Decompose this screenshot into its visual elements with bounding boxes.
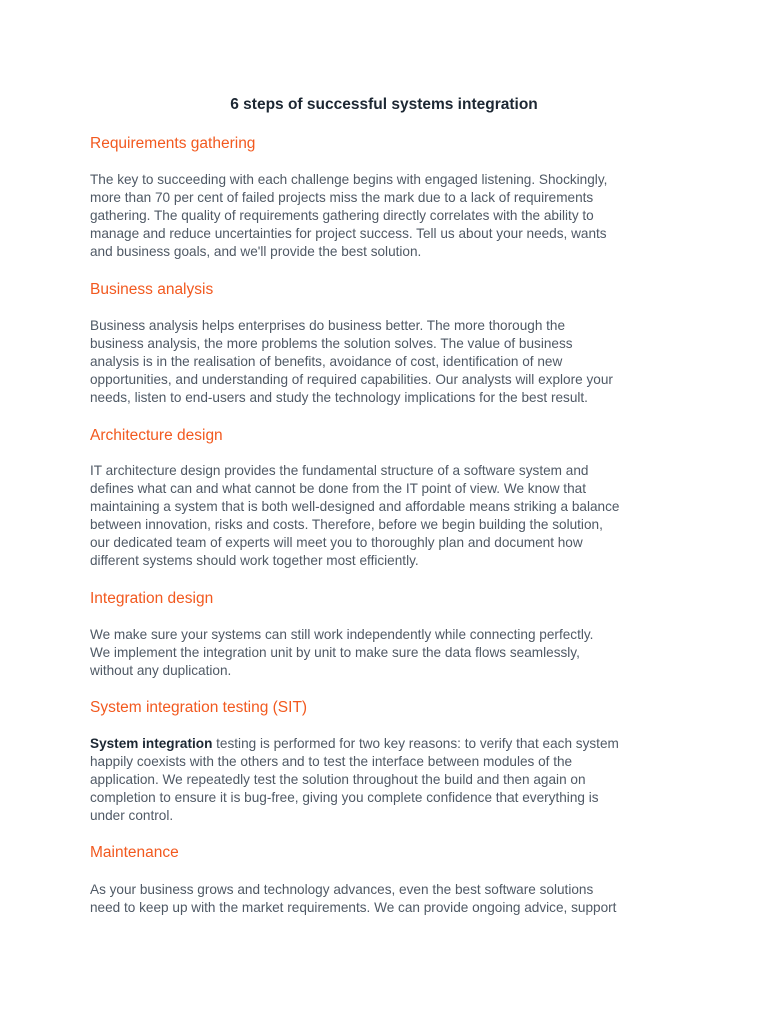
body-line: our dedicated team of experts will meet you to thoroughly plan and document how bbox=[90, 535, 583, 551]
body-line: IT architecture design provides the fundamental structure of a software system and bbox=[90, 463, 589, 478]
section-body-maintenance bbox=[90, 881, 690, 917]
body-line: gathering. The quality of requirements gathering directly correlates with the ability to bbox=[90, 208, 594, 224]
section-heading-architecture-design: Architecture design bbox=[90, 427, 223, 444]
body-line: analysis is in the realisation of benefits, avoidance of cost, identification of new bbox=[90, 354, 563, 370]
body-line: and business goals, and we'll provide the best solution. bbox=[90, 244, 422, 260]
body-line: under control. bbox=[90, 808, 174, 824]
bold-lead-text: System integration bbox=[90, 736, 213, 751]
body-line: without any duplication. bbox=[90, 663, 232, 679]
body-line: application. We repeatedly test the solution throughout the build and then again on bbox=[90, 772, 586, 788]
body-line: As your business grows and technology advances, even the best software solutions bbox=[90, 882, 594, 897]
body-line: We implement the integration unit by unit to make sure the data flows seamlessly, bbox=[90, 645, 580, 661]
body-line: needs, listen to end-users and study the technology implications for the best result. bbox=[90, 390, 588, 406]
body-line: happily coexists with the others and to test the interface between modules of the bbox=[90, 754, 573, 770]
section-heading-requirements-gathering: Requirements gathering bbox=[90, 135, 256, 152]
lead-rest-text: testing is performed for two key reasons: to verify that each system bbox=[212, 736, 619, 751]
body-line: manage and reduce uncertainties for project success. Tell us about your needs, wants bbox=[90, 226, 607, 242]
section-heading-system-integration-testing: System integration testing (SIT) bbox=[90, 699, 308, 716]
body-line: opportunities, and understanding of required capabilities. Our analysts will explore your bbox=[90, 372, 613, 388]
body-line: completion to ensure it is bug-free, giving you complete confidence that everything is bbox=[90, 790, 599, 806]
body-line: business analysis, the more problems the solution solves. The value of business bbox=[90, 336, 573, 352]
section-body-system-integration-testing bbox=[90, 735, 690, 825]
body-line bbox=[90, 735, 690, 753]
section-heading-integration-design: Integration design bbox=[90, 590, 214, 607]
section-body-requirements-gathering bbox=[90, 171, 690, 261]
body-line: maintaining a system that is both well-designed and affordable means striking a balance bbox=[90, 499, 620, 515]
section-body-integration-design bbox=[90, 626, 690, 680]
section-body-business-analysis bbox=[90, 317, 690, 407]
body-line: different systems should work together most efficiently. bbox=[90, 553, 419, 569]
body-line: need to keep up with the market requirements. We can provide ongoing advice, support bbox=[90, 900, 617, 916]
body-line: defines what can and what cannot be done from the IT point of view. We know that bbox=[90, 481, 586, 497]
section-heading-maintenance: Maintenance bbox=[90, 844, 179, 861]
section-body-architecture-design bbox=[90, 462, 690, 571]
body-line: more than 70 per cent of failed projects miss the mark due to a lack of requirements bbox=[90, 190, 594, 206]
section-heading-business-analysis: Business analysis bbox=[90, 281, 214, 298]
body-line: We make sure your systems can still work independently while connecting perfectly. bbox=[90, 627, 594, 642]
document-title: 6 steps of successful systems integration bbox=[230, 96, 538, 113]
body-line: between innovation, risks and costs. Therefore, before we begin building the solution, bbox=[90, 517, 603, 533]
body-line: Business analysis helps enterprises do business better. The more thorough the bbox=[90, 318, 566, 333]
body-line: The key to succeeding with each challenge begins with engaged listening. Shockingly, bbox=[90, 172, 608, 187]
